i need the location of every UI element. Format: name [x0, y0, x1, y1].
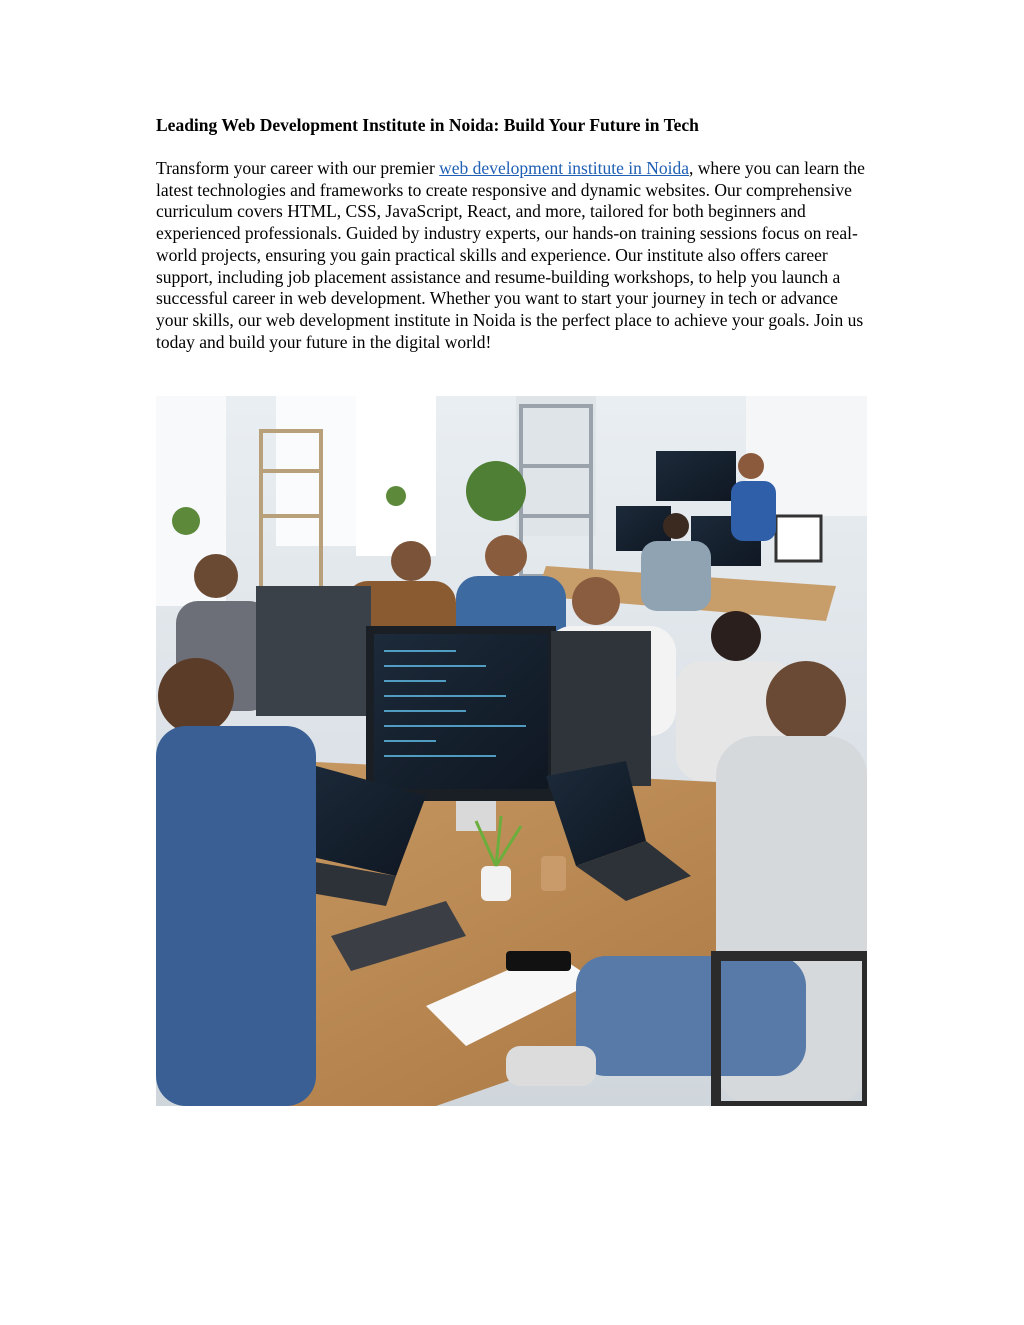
document-page — [156, 113, 868, 353]
paragraph-text-end: , where you can learn the latest technologies and frameworks to create responsive and dynamic websites. Our comprehensive curriculum covers HTML, CSS, JavaScript, React, and more, tailored for both beginners and experienced professionals. Guided by industry experts, our hands-on training sessions focus on real-world projects, ensuring you gain practical skills and experience. Our institute also offers career support, including job placement assistance and resume-building workshops, to help you launch a successful career in web development. Whether you want to start your journey in tech or advance your skills, our web development institute in Noida is the perfect place to achieve your goals. Join us today and build your future in the digital world! — [156, 158, 865, 352]
paragraph-text-start: Transform your career with our premier — [156, 158, 440, 178]
photo-icon — [156, 396, 867, 1106]
office-photo — [156, 396, 867, 1106]
intro-paragraph — [156, 158, 871, 353]
document-title: Leading Web Development Institute in Noida: Build Your Future in Tech — [156, 115, 699, 135]
institute-link[interactable]: web development institute in Noida — [439, 158, 689, 178]
